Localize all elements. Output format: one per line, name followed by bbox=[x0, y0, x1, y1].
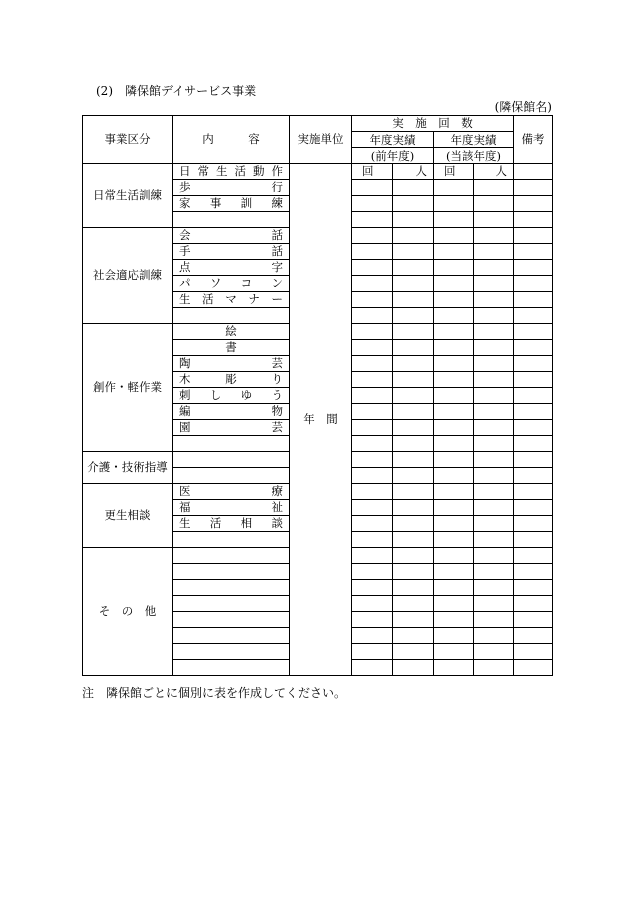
header-curr-year: 年度実績 bbox=[434, 132, 514, 148]
count-cell bbox=[393, 324, 434, 340]
remarks-cell bbox=[514, 516, 553, 532]
remarks-cell bbox=[514, 372, 553, 388]
count-cell bbox=[352, 612, 393, 628]
header-unit: 実施単位 bbox=[290, 116, 352, 164]
count-cell bbox=[434, 196, 474, 212]
count-cell bbox=[434, 468, 474, 484]
count-cell bbox=[393, 212, 434, 228]
count-cell bbox=[393, 548, 434, 564]
count-cell bbox=[393, 468, 434, 484]
count-cell bbox=[352, 596, 393, 612]
count-cell bbox=[434, 260, 474, 276]
count-cell bbox=[434, 564, 474, 580]
count-cell bbox=[474, 532, 514, 548]
remarks-cell bbox=[514, 212, 553, 228]
content-cell: 会話 bbox=[173, 228, 290, 244]
header-prev-year-note: (前年度) bbox=[352, 148, 434, 164]
count-cell bbox=[434, 356, 474, 372]
content-cell bbox=[173, 628, 290, 644]
count-cell bbox=[434, 292, 474, 308]
count-cell bbox=[352, 532, 393, 548]
content-cell: 書 bbox=[173, 340, 290, 356]
remarks-cell bbox=[514, 164, 553, 180]
count-cell bbox=[393, 244, 434, 260]
count-cell bbox=[352, 580, 393, 596]
count-cell bbox=[434, 308, 474, 324]
remarks-cell bbox=[514, 276, 553, 292]
content-cell: 生活相談 bbox=[173, 516, 290, 532]
count-cell bbox=[352, 564, 393, 580]
remarks-cell bbox=[514, 404, 553, 420]
count-cell: 人 bbox=[393, 164, 434, 180]
count-cell bbox=[393, 372, 434, 388]
count-cell bbox=[352, 548, 393, 564]
category-cell: 社会適応訓練 bbox=[83, 228, 173, 324]
remarks-cell bbox=[514, 260, 553, 276]
count-cell bbox=[434, 612, 474, 628]
count-cell bbox=[474, 644, 514, 660]
count-cell bbox=[352, 404, 393, 420]
category-cell: 日常生活訓練 bbox=[83, 164, 173, 228]
table-row bbox=[83, 164, 553, 180]
content-cell: 歩行 bbox=[173, 180, 290, 196]
count-cell bbox=[474, 436, 514, 452]
count-cell bbox=[393, 532, 434, 548]
count-cell bbox=[474, 356, 514, 372]
content-cell bbox=[173, 644, 290, 660]
count-cell bbox=[474, 292, 514, 308]
content-cell bbox=[173, 532, 290, 548]
header-prev-year: 年度実績 bbox=[352, 132, 434, 148]
remarks-cell bbox=[514, 228, 553, 244]
count-cell bbox=[352, 468, 393, 484]
content-cell: 手話 bbox=[173, 244, 290, 260]
count-cell bbox=[474, 308, 514, 324]
count-cell bbox=[474, 276, 514, 292]
remarks-cell bbox=[514, 484, 553, 500]
count-cell bbox=[434, 372, 474, 388]
content-cell bbox=[173, 660, 290, 676]
count-cell bbox=[474, 212, 514, 228]
remarks-cell bbox=[514, 420, 553, 436]
header-row-1 bbox=[83, 116, 553, 132]
count-cell bbox=[474, 180, 514, 196]
count-cell bbox=[352, 324, 393, 340]
count-cell bbox=[474, 468, 514, 484]
count-cell bbox=[434, 244, 474, 260]
content-cell: 点字 bbox=[173, 260, 290, 276]
content-cell: 園芸 bbox=[173, 420, 290, 436]
count-cell bbox=[352, 484, 393, 500]
count-cell bbox=[393, 612, 434, 628]
count-cell bbox=[393, 484, 434, 500]
count-cell bbox=[352, 388, 393, 404]
count-cell bbox=[393, 404, 434, 420]
count-cell bbox=[474, 484, 514, 500]
category-cell: 更生相談 bbox=[83, 484, 173, 548]
count-cell bbox=[434, 420, 474, 436]
content-cell bbox=[173, 612, 290, 628]
count-cell bbox=[434, 404, 474, 420]
section-title: (2) 隣保館デイサービス事業 bbox=[96, 84, 257, 98]
count-cell bbox=[434, 340, 474, 356]
content-cell: 陶芸 bbox=[173, 356, 290, 372]
count-cell bbox=[393, 452, 434, 468]
content-cell: 日常生活動作 bbox=[173, 164, 290, 180]
count-cell bbox=[352, 260, 393, 276]
header-curr-year-note: (当該年度) bbox=[434, 148, 514, 164]
remarks-cell bbox=[514, 644, 553, 660]
header-count: 実 施 回 数 bbox=[352, 116, 514, 132]
count-cell bbox=[393, 196, 434, 212]
remarks-cell bbox=[514, 436, 553, 452]
category-cell: 創作・軽作業 bbox=[83, 324, 173, 452]
remarks-cell bbox=[514, 244, 553, 260]
footnote: 注 隣保館ごとに個別に表を作成してください。 bbox=[82, 686, 347, 700]
count-cell bbox=[434, 516, 474, 532]
count-cell bbox=[474, 324, 514, 340]
count-cell bbox=[393, 596, 434, 612]
count-cell bbox=[434, 228, 474, 244]
count-cell bbox=[352, 628, 393, 644]
category-cell: 介護・技術指導 bbox=[83, 452, 173, 484]
count-cell bbox=[474, 628, 514, 644]
content-cell bbox=[173, 596, 290, 612]
count-cell bbox=[393, 500, 434, 516]
count-cell bbox=[352, 212, 393, 228]
count-cell: 回 bbox=[434, 164, 474, 180]
remarks-cell bbox=[514, 548, 553, 564]
count-cell bbox=[474, 340, 514, 356]
count-cell bbox=[352, 180, 393, 196]
remarks-cell bbox=[514, 196, 553, 212]
content-cell: 刺しゆう bbox=[173, 388, 290, 404]
count-cell bbox=[474, 596, 514, 612]
count-cell bbox=[352, 436, 393, 452]
count-cell bbox=[352, 660, 393, 676]
count-cell bbox=[474, 260, 514, 276]
content-cell bbox=[173, 212, 290, 228]
remarks-cell bbox=[514, 532, 553, 548]
count-cell bbox=[393, 292, 434, 308]
count-cell bbox=[434, 484, 474, 500]
content-cell: パソコン bbox=[173, 276, 290, 292]
remarks-cell bbox=[514, 340, 553, 356]
content-cell: 福祉 bbox=[173, 500, 290, 516]
count-cell bbox=[352, 228, 393, 244]
count-cell bbox=[474, 548, 514, 564]
service-table bbox=[82, 115, 553, 676]
count-cell bbox=[474, 516, 514, 532]
count-cell bbox=[474, 228, 514, 244]
count-cell bbox=[393, 628, 434, 644]
count-cell bbox=[434, 628, 474, 644]
remarks-cell bbox=[514, 596, 553, 612]
count-cell bbox=[393, 340, 434, 356]
count-cell bbox=[393, 564, 434, 580]
count-cell bbox=[393, 388, 434, 404]
count-cell bbox=[434, 660, 474, 676]
remarks-cell bbox=[514, 180, 553, 196]
count-cell bbox=[352, 372, 393, 388]
content-cell bbox=[173, 548, 290, 564]
count-cell bbox=[434, 388, 474, 404]
remarks-cell bbox=[514, 660, 553, 676]
content-cell bbox=[173, 468, 290, 484]
remarks-cell bbox=[514, 500, 553, 516]
count-cell bbox=[434, 548, 474, 564]
content-cell: 編物 bbox=[173, 404, 290, 420]
count-cell bbox=[474, 372, 514, 388]
count-cell bbox=[352, 420, 393, 436]
category-cell: そ の 他 bbox=[83, 548, 173, 676]
period-cell: 年 間 bbox=[290, 164, 352, 676]
remarks-cell bbox=[514, 564, 553, 580]
count-cell bbox=[434, 276, 474, 292]
count-cell bbox=[434, 532, 474, 548]
count-cell bbox=[393, 580, 434, 596]
count-cell bbox=[474, 580, 514, 596]
count-cell bbox=[474, 420, 514, 436]
count-cell bbox=[434, 180, 474, 196]
remarks-cell bbox=[514, 580, 553, 596]
content-cell bbox=[173, 452, 290, 468]
content-cell: 医療 bbox=[173, 484, 290, 500]
content-cell bbox=[173, 436, 290, 452]
count-cell bbox=[474, 452, 514, 468]
content-cell bbox=[173, 564, 290, 580]
content-cell bbox=[173, 308, 290, 324]
header-content: 内 容 bbox=[173, 116, 290, 164]
count-cell bbox=[393, 228, 434, 244]
count-cell bbox=[393, 260, 434, 276]
count-cell bbox=[393, 180, 434, 196]
count-cell bbox=[434, 452, 474, 468]
count-cell bbox=[434, 644, 474, 660]
count-cell bbox=[352, 500, 393, 516]
count-cell bbox=[352, 644, 393, 660]
count-cell bbox=[393, 660, 434, 676]
count-cell bbox=[352, 516, 393, 532]
count-cell bbox=[393, 644, 434, 660]
count-cell bbox=[393, 356, 434, 372]
count-cell bbox=[434, 500, 474, 516]
count-cell bbox=[352, 308, 393, 324]
count-cell bbox=[434, 580, 474, 596]
count-cell: 人 bbox=[474, 164, 514, 180]
count-cell bbox=[434, 596, 474, 612]
count-cell bbox=[474, 196, 514, 212]
count-cell bbox=[434, 324, 474, 340]
count-cell bbox=[352, 452, 393, 468]
content-cell: 木彫り bbox=[173, 372, 290, 388]
count-cell bbox=[474, 388, 514, 404]
count-cell bbox=[352, 340, 393, 356]
count-cell bbox=[474, 244, 514, 260]
count-cell bbox=[393, 516, 434, 532]
remarks-cell bbox=[514, 612, 553, 628]
count-cell bbox=[393, 276, 434, 292]
count-cell bbox=[352, 292, 393, 308]
remarks-cell bbox=[514, 452, 553, 468]
count-cell bbox=[474, 612, 514, 628]
count-cell bbox=[474, 564, 514, 580]
count-cell bbox=[352, 356, 393, 372]
remarks-cell bbox=[514, 308, 553, 324]
count-cell bbox=[474, 500, 514, 516]
count-cell bbox=[393, 420, 434, 436]
count-cell bbox=[393, 436, 434, 452]
content-cell: 絵 bbox=[173, 324, 290, 340]
facility-name-label: (隣保館名) bbox=[494, 100, 552, 114]
content-cell bbox=[173, 580, 290, 596]
count-cell bbox=[434, 436, 474, 452]
remarks-cell bbox=[514, 388, 553, 404]
count-cell bbox=[393, 308, 434, 324]
count-cell bbox=[434, 212, 474, 228]
count-cell bbox=[352, 244, 393, 260]
header-remarks: 備考 bbox=[514, 116, 553, 164]
count-cell bbox=[352, 196, 393, 212]
count-cell: 回 bbox=[352, 164, 393, 180]
remarks-cell bbox=[514, 292, 553, 308]
content-cell: 家事訓練 bbox=[173, 196, 290, 212]
remarks-cell bbox=[514, 324, 553, 340]
remarks-cell bbox=[514, 628, 553, 644]
header-category: 事業区分 bbox=[83, 116, 173, 164]
remarks-cell bbox=[514, 468, 553, 484]
remarks-cell bbox=[514, 356, 553, 372]
count-cell bbox=[474, 660, 514, 676]
content-cell: 生活マナー bbox=[173, 292, 290, 308]
count-cell bbox=[474, 404, 514, 420]
count-cell bbox=[352, 276, 393, 292]
